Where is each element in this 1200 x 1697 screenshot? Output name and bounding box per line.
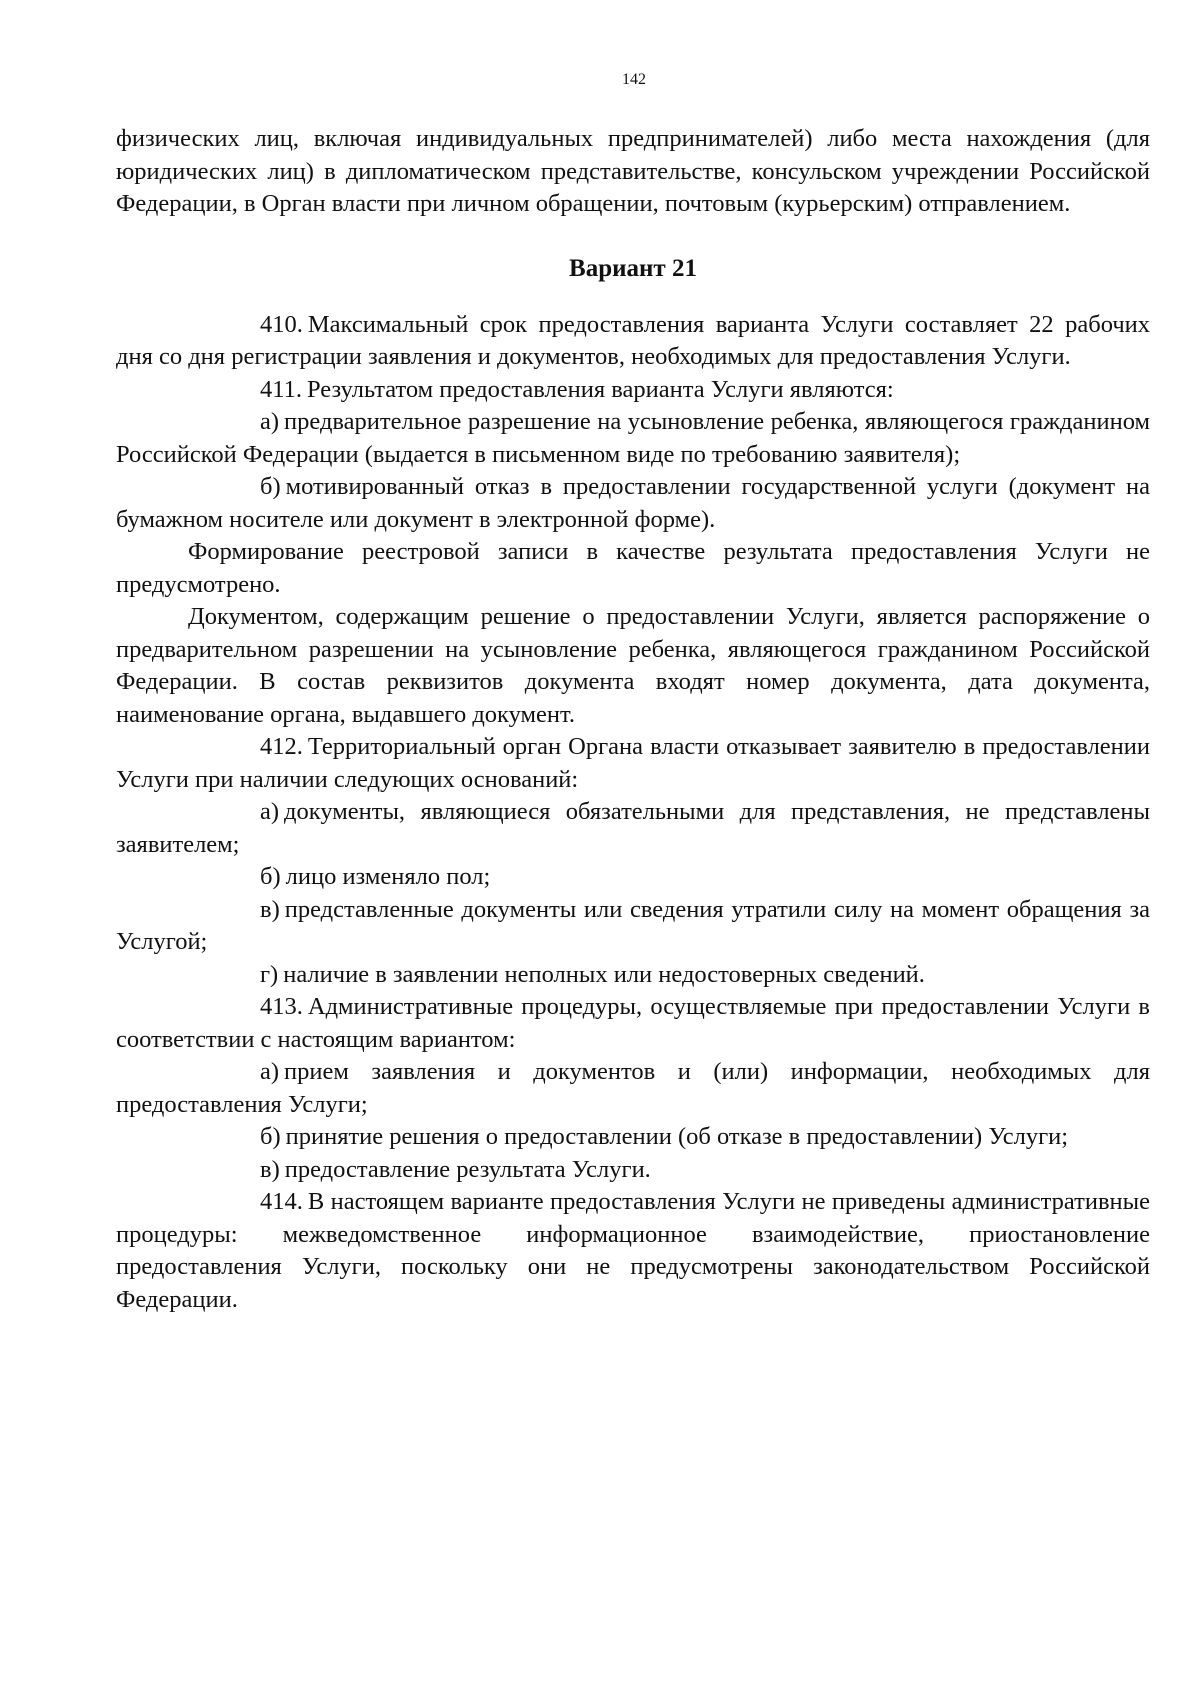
paragraph [116,1121,1150,1154]
paragraph-number: г) [260,960,279,988]
paragraph-number: 413. [260,993,303,1020]
paragraph-number: б) [260,473,281,500]
paragraph-number: 412. [260,733,303,760]
paragraph-text: Максимальный срок предоставления варианта Услуги составляет 22 рабочих дня со дня регистрации заявления и документов, необходимых для предоставления Услуги. [116,310,1150,370]
paragraph-text: Формирование реестровой записи в качестве результата предоставления Услуги не предусмотрено. [116,538,1150,598]
paragraph-text: документы, являющиеся обязательными для представления, не представлены заявителем; [116,798,1150,858]
paragraph [116,796,1150,861]
paragraph-text: лицо изменяло пол; [285,863,491,890]
intro-paragraph: физических лиц, включая индивидуальных предпринимателей) либо места нахождения (для юридических лиц) в дипломатическом представительстве, консульском учреждении Российской Федерации, в Орган власти при личном обращении, почтовым (курьерским) отправлением. [116,125,1150,217]
paragraph-text: Территориальный орган Органа власти отказывает заявителю в предоставлении Услуги при наличии следующих оснований: [116,733,1150,793]
paragraph-number: в) [260,895,280,923]
paragraph-text: предварительное разрешение на усыновление ребенка, являющегося гражданином Российской Федерации (выдается в письменном виде по требованию заявителя); [116,408,1150,468]
paragraph-text: прием заявления и документов и (или) информации, необходимых для предоставления Услуги; [116,1058,1150,1118]
paragraph-number: а) [260,408,280,435]
paragraph-number: б) [260,863,281,890]
paragraph [116,471,1150,536]
paragraph-text: В настоящем варианте предоставления Услуги не приведены административные процедуры: межведомственное информационное взаимодействие, приостановление предоставления Услуги, поскольку они не предусмотрены законодательством Российской Федерации. [116,1188,1150,1313]
paragraph [116,374,1150,407]
paragraph [116,731,1150,796]
paragraph [116,601,1150,731]
paragraph-number: 414. [260,1188,303,1215]
paragraph [116,861,1150,894]
paragraph-text: предоставление результата Услуги. [284,1155,651,1183]
paragraph [116,1154,1150,1187]
paragraph [116,1056,1150,1121]
paragraph-text: мотивированный отказ в предоставлении государственной услуги (документ на бумажном носителе или документ в электронной форме). [116,473,1150,533]
paragraph-list [116,309,1150,1317]
paragraph-number: а) [260,798,280,825]
paragraph-number: 411. [260,375,302,403]
paragraph [116,309,1150,374]
paragraph-text: представленные документы или сведения утратили силу на момент обращения за Услугой; [116,895,1150,955]
paragraph-text: принятие решения о предоставлении (об отказе в предоставлении) Услуги; [285,1123,1069,1150]
paragraph [116,959,1150,992]
paragraph-text: Результатом предоставления варианта Услуги являются: [306,375,894,403]
paragraph [116,1186,1150,1316]
paragraph-text: Документом, содержащим решение о предоставлении Услуги, является распоряжение о предварительном разрешении на усыновление ребенка, являющегося гражданином Российской Федерации. В состав реквизитов документа входят номер документа, дата документа, наименование органа, выдавшего документ. [116,603,1150,728]
paragraph-number: б) [260,1123,281,1150]
paragraph-number: 410. [260,310,303,338]
paragraph [116,991,1150,1056]
paragraph-number: в) [260,1155,280,1183]
page-number: 142 [622,71,646,88]
paragraph-number: а) [260,1058,280,1085]
paragraph [116,894,1150,959]
paragraph [116,406,1150,471]
paragraph-text: Административные процедуры, осуществляемые при предоставлении Услуги в соответствии с настоящим вариантом: [116,993,1150,1053]
paragraph [116,536,1150,601]
paragraph-text: наличие в заявлении неполных или недостоверных сведений. [283,960,925,988]
document-body [116,123,1150,1316]
section-heading: Вариант 21 [569,254,697,282]
